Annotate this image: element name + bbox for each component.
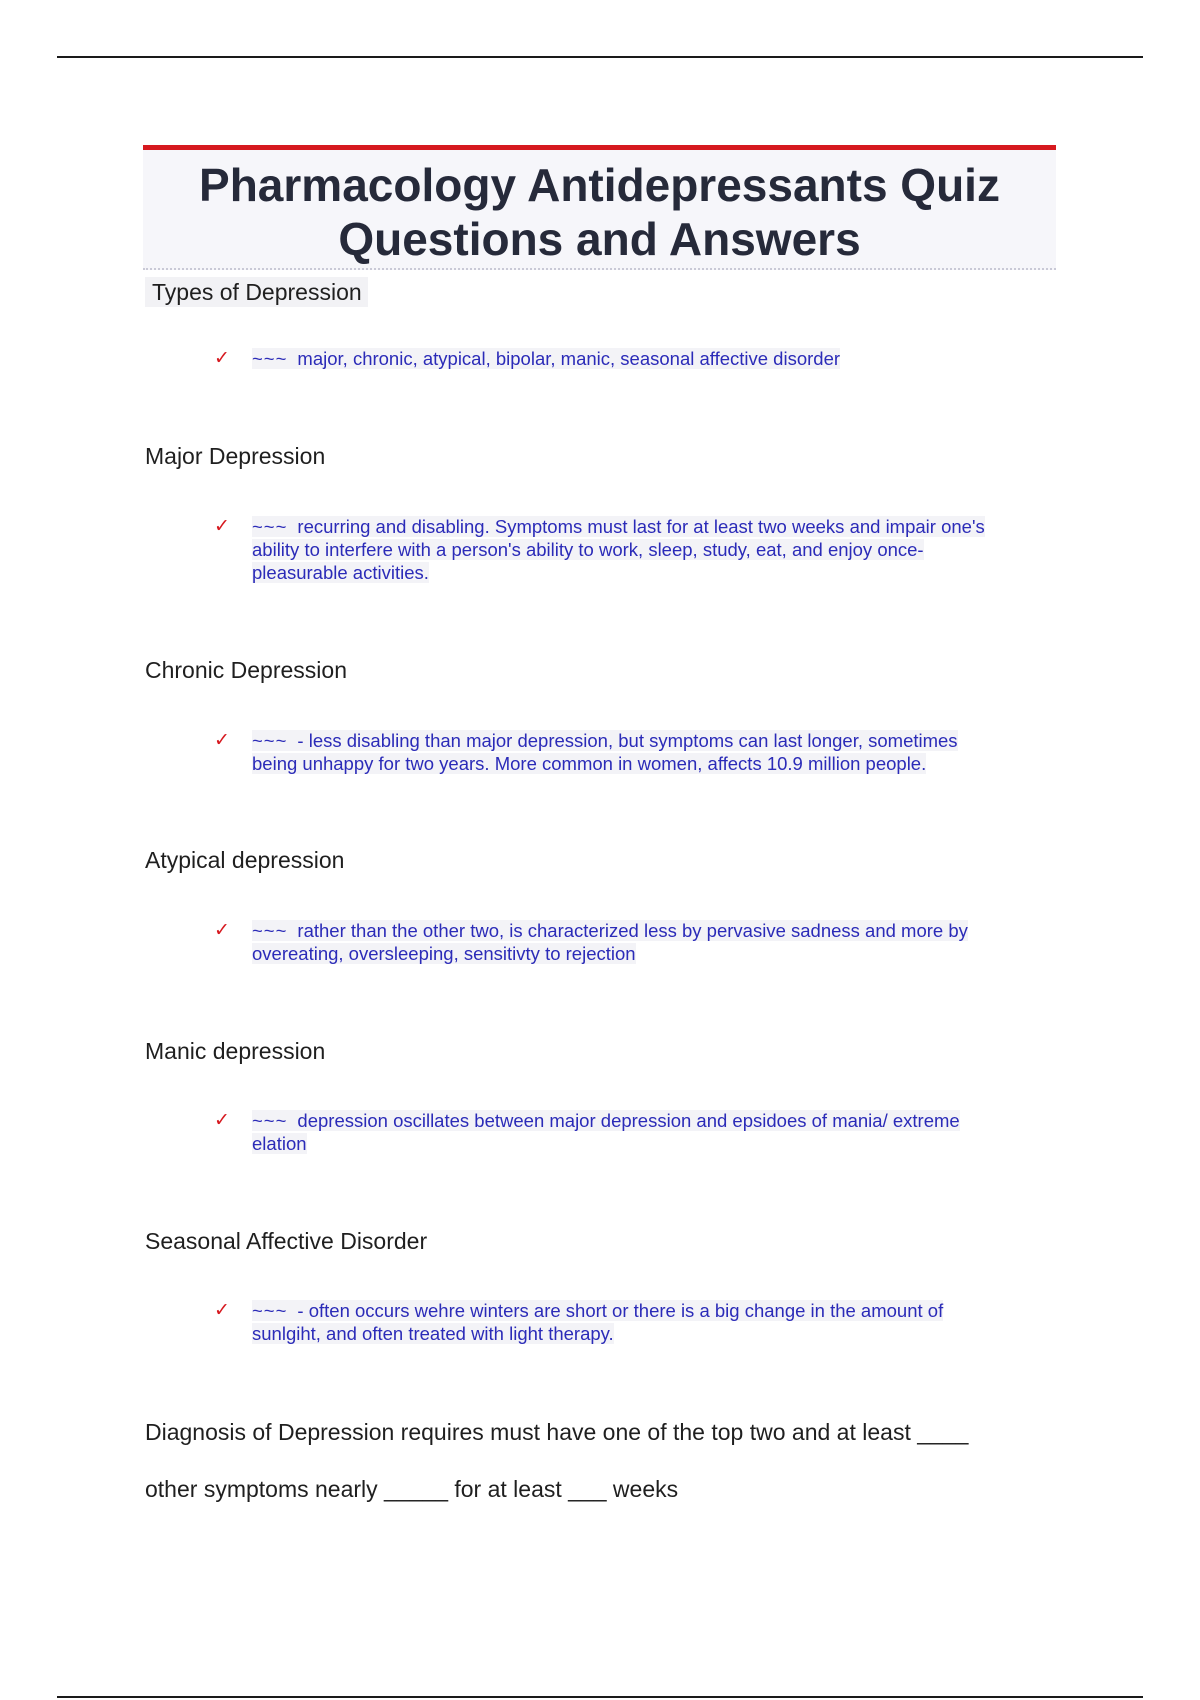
question-heading: Seasonal Affective Disorder xyxy=(145,1228,428,1254)
footer-rule xyxy=(57,1696,1143,1698)
fill-in-question-line2: other symptoms nearly _____ for at least ___ weeks xyxy=(145,1476,679,1502)
header-rule xyxy=(57,56,1143,58)
question-heading: Atypical depression xyxy=(145,847,345,873)
checkmark-icon: ✓ xyxy=(214,1110,230,1131)
title-box xyxy=(143,145,1056,270)
checkmark-icon: ✓ xyxy=(214,516,230,537)
answer-text: ~~~ major, chronic, atypical, bipolar, manic, seasonal affective disorder xyxy=(252,348,841,369)
fill-in-question-line1: Diagnosis of Depression requires must have one of the top two and at least ____ xyxy=(145,1419,969,1445)
question-heading: Major Depression xyxy=(145,443,326,469)
checkmark-icon: ✓ xyxy=(214,920,230,941)
checkmark-icon: ✓ xyxy=(214,1300,230,1321)
page-title-line1: Pharmacology Antidepressants Quiz xyxy=(199,159,1000,211)
question-heading: Types of Depression xyxy=(145,277,368,307)
answer-text: ~~~ rather than the other two, is characterized less by pervasive sadness and more by overeating, oversleeping, sensitivty to rejection xyxy=(252,920,968,964)
question-heading: Manic depression xyxy=(145,1038,326,1064)
page-title xyxy=(143,150,1056,266)
answer-text: ~~~ - often occurs wehre winters are short or there is a big change in the amount of sunlgiht, and often treated with light therapy. xyxy=(252,1300,944,1344)
answer-text: ~~~ - less disabling than major depression, but symptoms can last longer, sometimes being unhappy for two years. More common in women, affects 10.9 million people. xyxy=(252,730,958,774)
answer-text: ~~~ recurring and disabling. Symptoms must last for at least two weeks and impair one's ability to interfere with a person's ability to work, sleep, study, eat, and enjoy once- pleasurable activities. xyxy=(252,516,985,583)
checkmark-icon: ✓ xyxy=(214,730,230,751)
checkmark-icon: ✓ xyxy=(214,348,230,369)
answer-text: ~~~ depression oscillates between major depression and epsidoes of mania/ extreme elation xyxy=(252,1110,960,1154)
page-title-line2: Questions and Answers xyxy=(338,213,861,265)
question-heading: Chronic Depression xyxy=(145,657,347,683)
